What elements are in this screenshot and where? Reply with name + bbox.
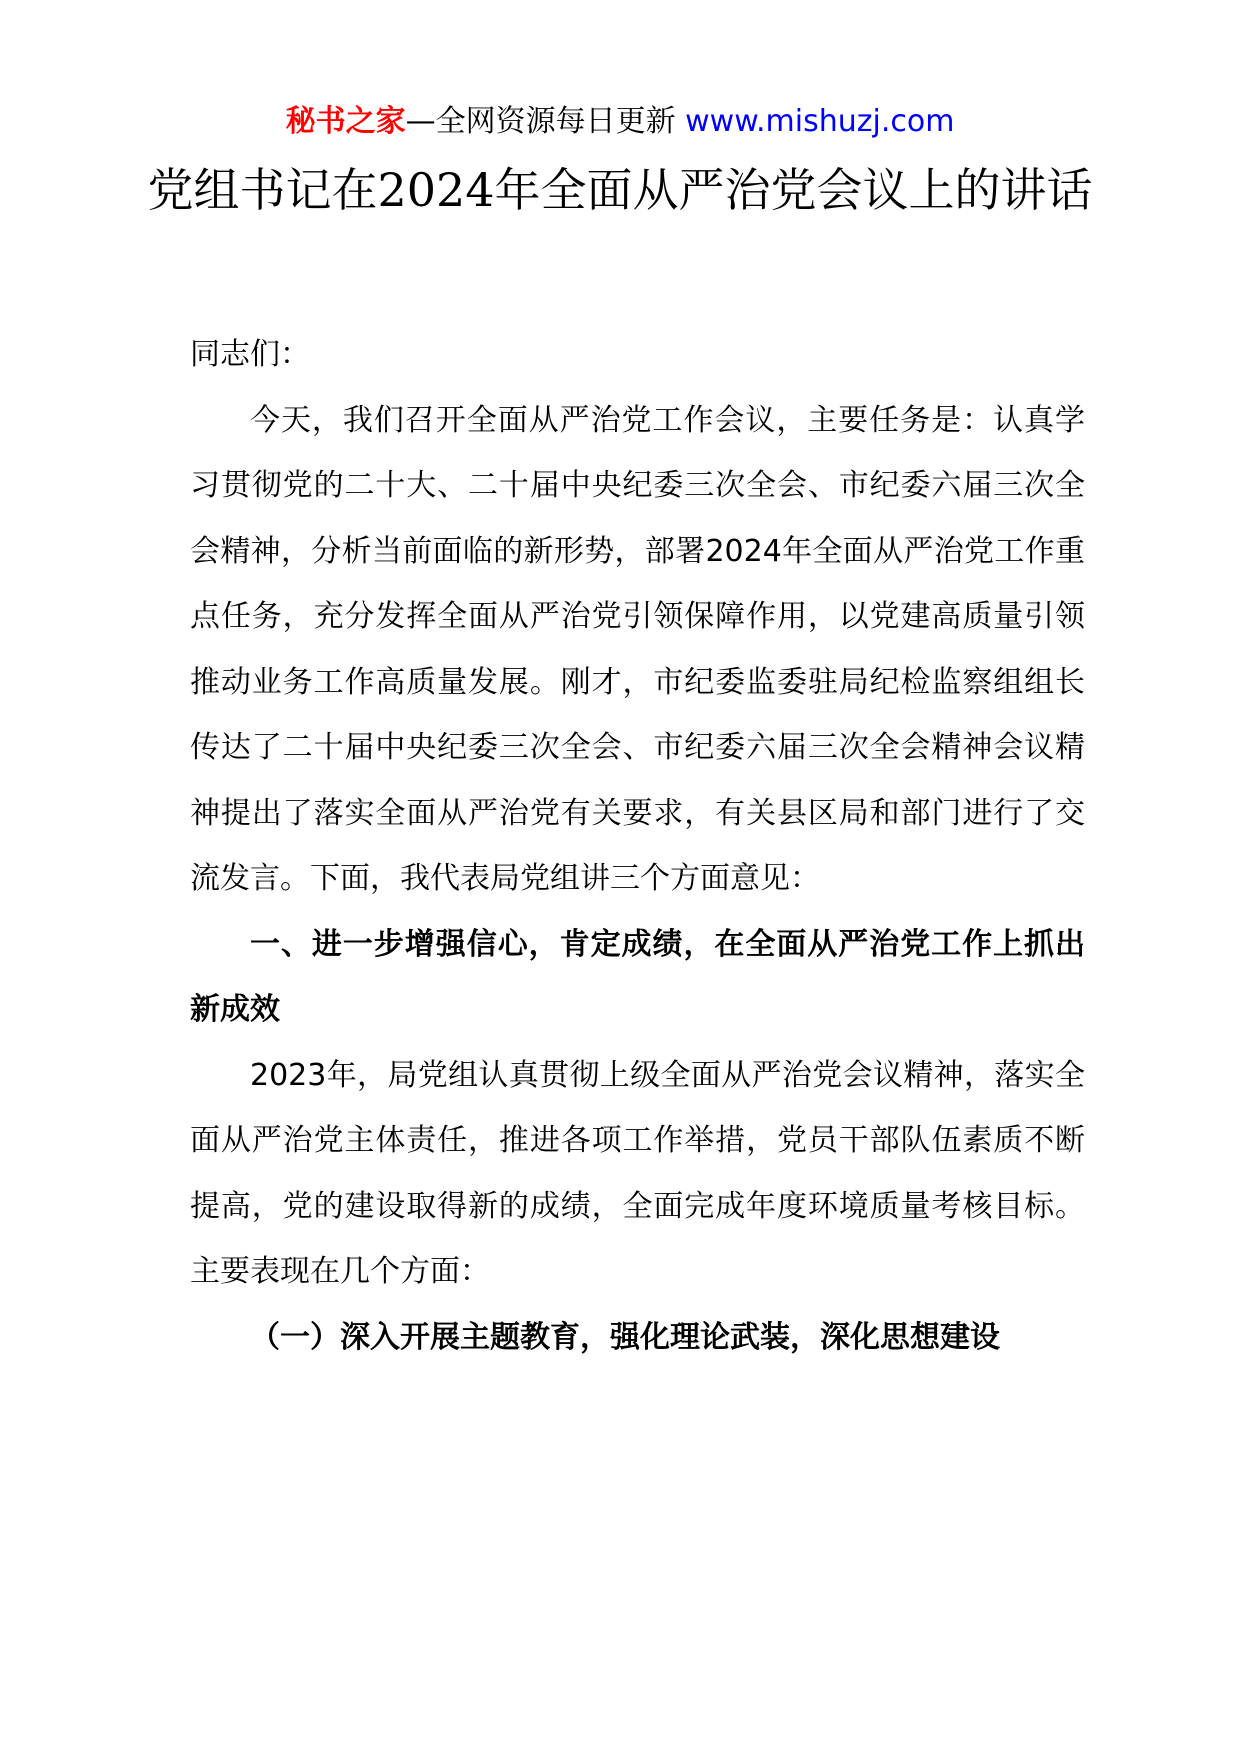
title-part-1: 党组书记在 <box>147 163 378 217</box>
title-part-2: 年全面从严治党会议上的讲话 <box>494 163 1093 217</box>
watermark-banner <box>0 100 1240 144</box>
subsection-heading: （一）深入开展主题教育，强化理论武装，深化思想建设 <box>250 1319 1000 1355</box>
title-year: 2024 <box>377 163 495 217</box>
document-title <box>140 158 1100 222</box>
salutation: 同志们： <box>190 337 310 372</box>
brand-url[interactable]: www.mishuzj.com <box>685 104 955 139</box>
brand-slogan: —全网资源每日更新 <box>405 104 686 139</box>
body-paragraph: 2023年，局党组认真贯彻上级全面从严治党会议精神，落实全面从严治党主体责任，推进各项工作举措，党员干部队伍素质不断提高，党的建设取得新的成绩，全面完成年度环境质量考核目标。主要表现在几个方面： <box>190 1057 1085 1289</box>
document-body <box>190 322 1085 1370</box>
section-heading: 一、进一步增强信心，肯定成绩，在全面从严治党工作上抓出新成效 <box>190 926 1085 1027</box>
brand-name: 秘书之家 <box>285 104 406 139</box>
intro-paragraph: 今天，我们召开全面从严治党工作会议，主要任务是：认真学习贯彻党的二十大、二十届中央纪委三次全会、市纪委六届三次全会精神，分析当前面临的新形势，部署2024年全面从严治党工作重点任务，充分发挥全面从严治党引领保障作用，以党建高质量引领推动业务工作高质量发展。刚才，市纪委监委驻局纪检监察组组长传达了二十届中央纪委三次全会、市纪委六届三次全会精神会议精神提出了落实全面从严治党有关要求，有关县区局和部门进行了交流发言。下面，我代表局党组讲三个方面意见： <box>190 402 1085 896</box>
